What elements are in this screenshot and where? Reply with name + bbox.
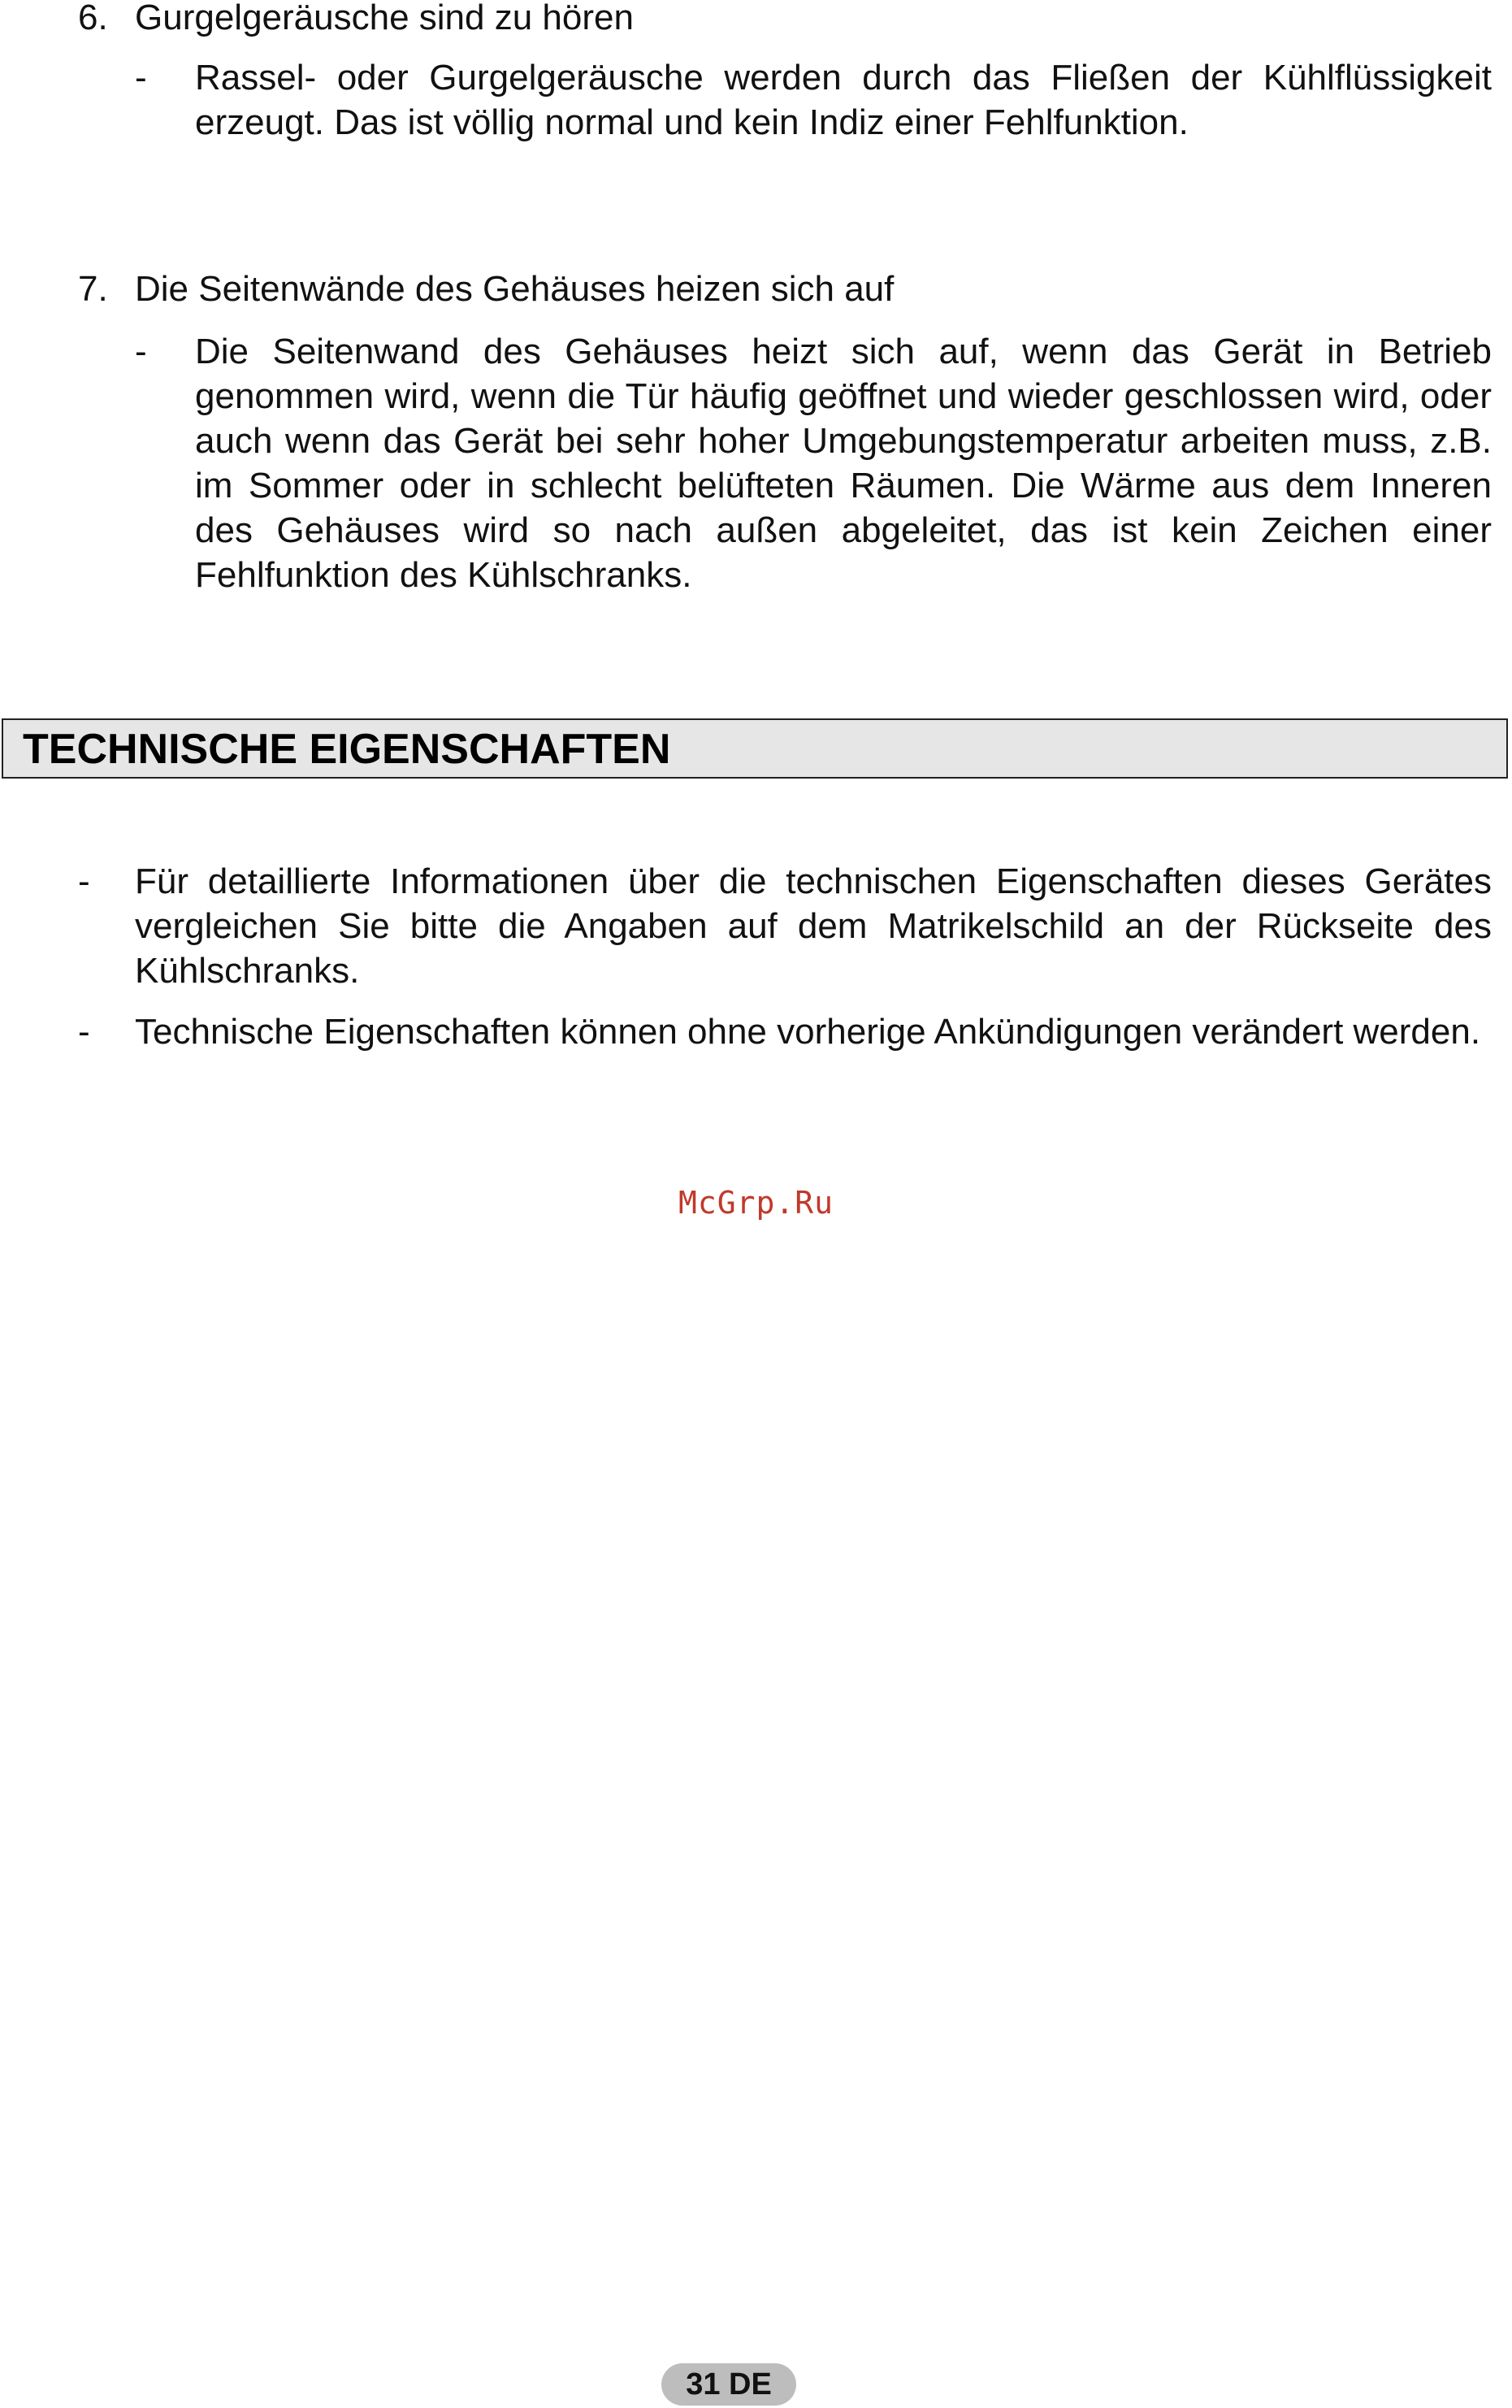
item-heading-7 [78,267,894,312]
watermark-text: McGrp.Ru [678,1185,834,1221]
section-title: TECHNISCHE EIGENSCHAFTEN [23,726,671,773]
page-number-badge: 31 DE [661,2363,796,2406]
item-heading-text: Gurgelgeräusche sind zu hören [135,0,634,37]
dash-marker: - [78,861,90,901]
dash-marker: - [135,332,147,371]
bullet-text-2: Technische Eigenschaften können ohne vorherige Ankündigungen verändert werden. [135,1012,1481,1052]
item-heading-text: Die Seitenwände des Gehäuses heizen sich auf [135,269,895,309]
item-7-detail-text: Die Seitenwand des Gehäuses heizt sich auf, wenn das Gerät in Betrieb genommen wird, wenn die Tür häufig geöffnet und wieder geschlossen wird, oder auch wenn das Gerät bei sehr hoher Umgebungstemperatur arbeiten muss, z.B. im Sommer oder in schlecht belüfteten Räumen. Die Wärme aus dem Inneren des Gehäuses wird so nach außen abgeleitet, das ist kein Zeichen einer Fehlfunktion des Kühlschranks. [195,332,1492,595]
item-number: 7. [78,269,108,309]
dash-marker: - [78,1012,90,1052]
section-header-bar [2,718,1508,779]
item-heading-6 [78,0,634,41]
dash-marker: - [135,58,147,98]
item-number: 6. [78,0,108,37]
bullet-text-1: Für detaillierte Informationen über die technischen Eigenschaften dieses Gerätes vergleichen Sie bitte die Angaben auf dem Matrikelschild an der Rückseite des Kühlschranks. [135,861,1492,991]
item-6-detail-text: Rassel- oder Gurgelgeräusche werden durch das Fließen der Kühlflüssigkeit erzeugt. Das ist völlig normal und kein Indiz einer Fehlfunktion. [195,58,1492,142]
